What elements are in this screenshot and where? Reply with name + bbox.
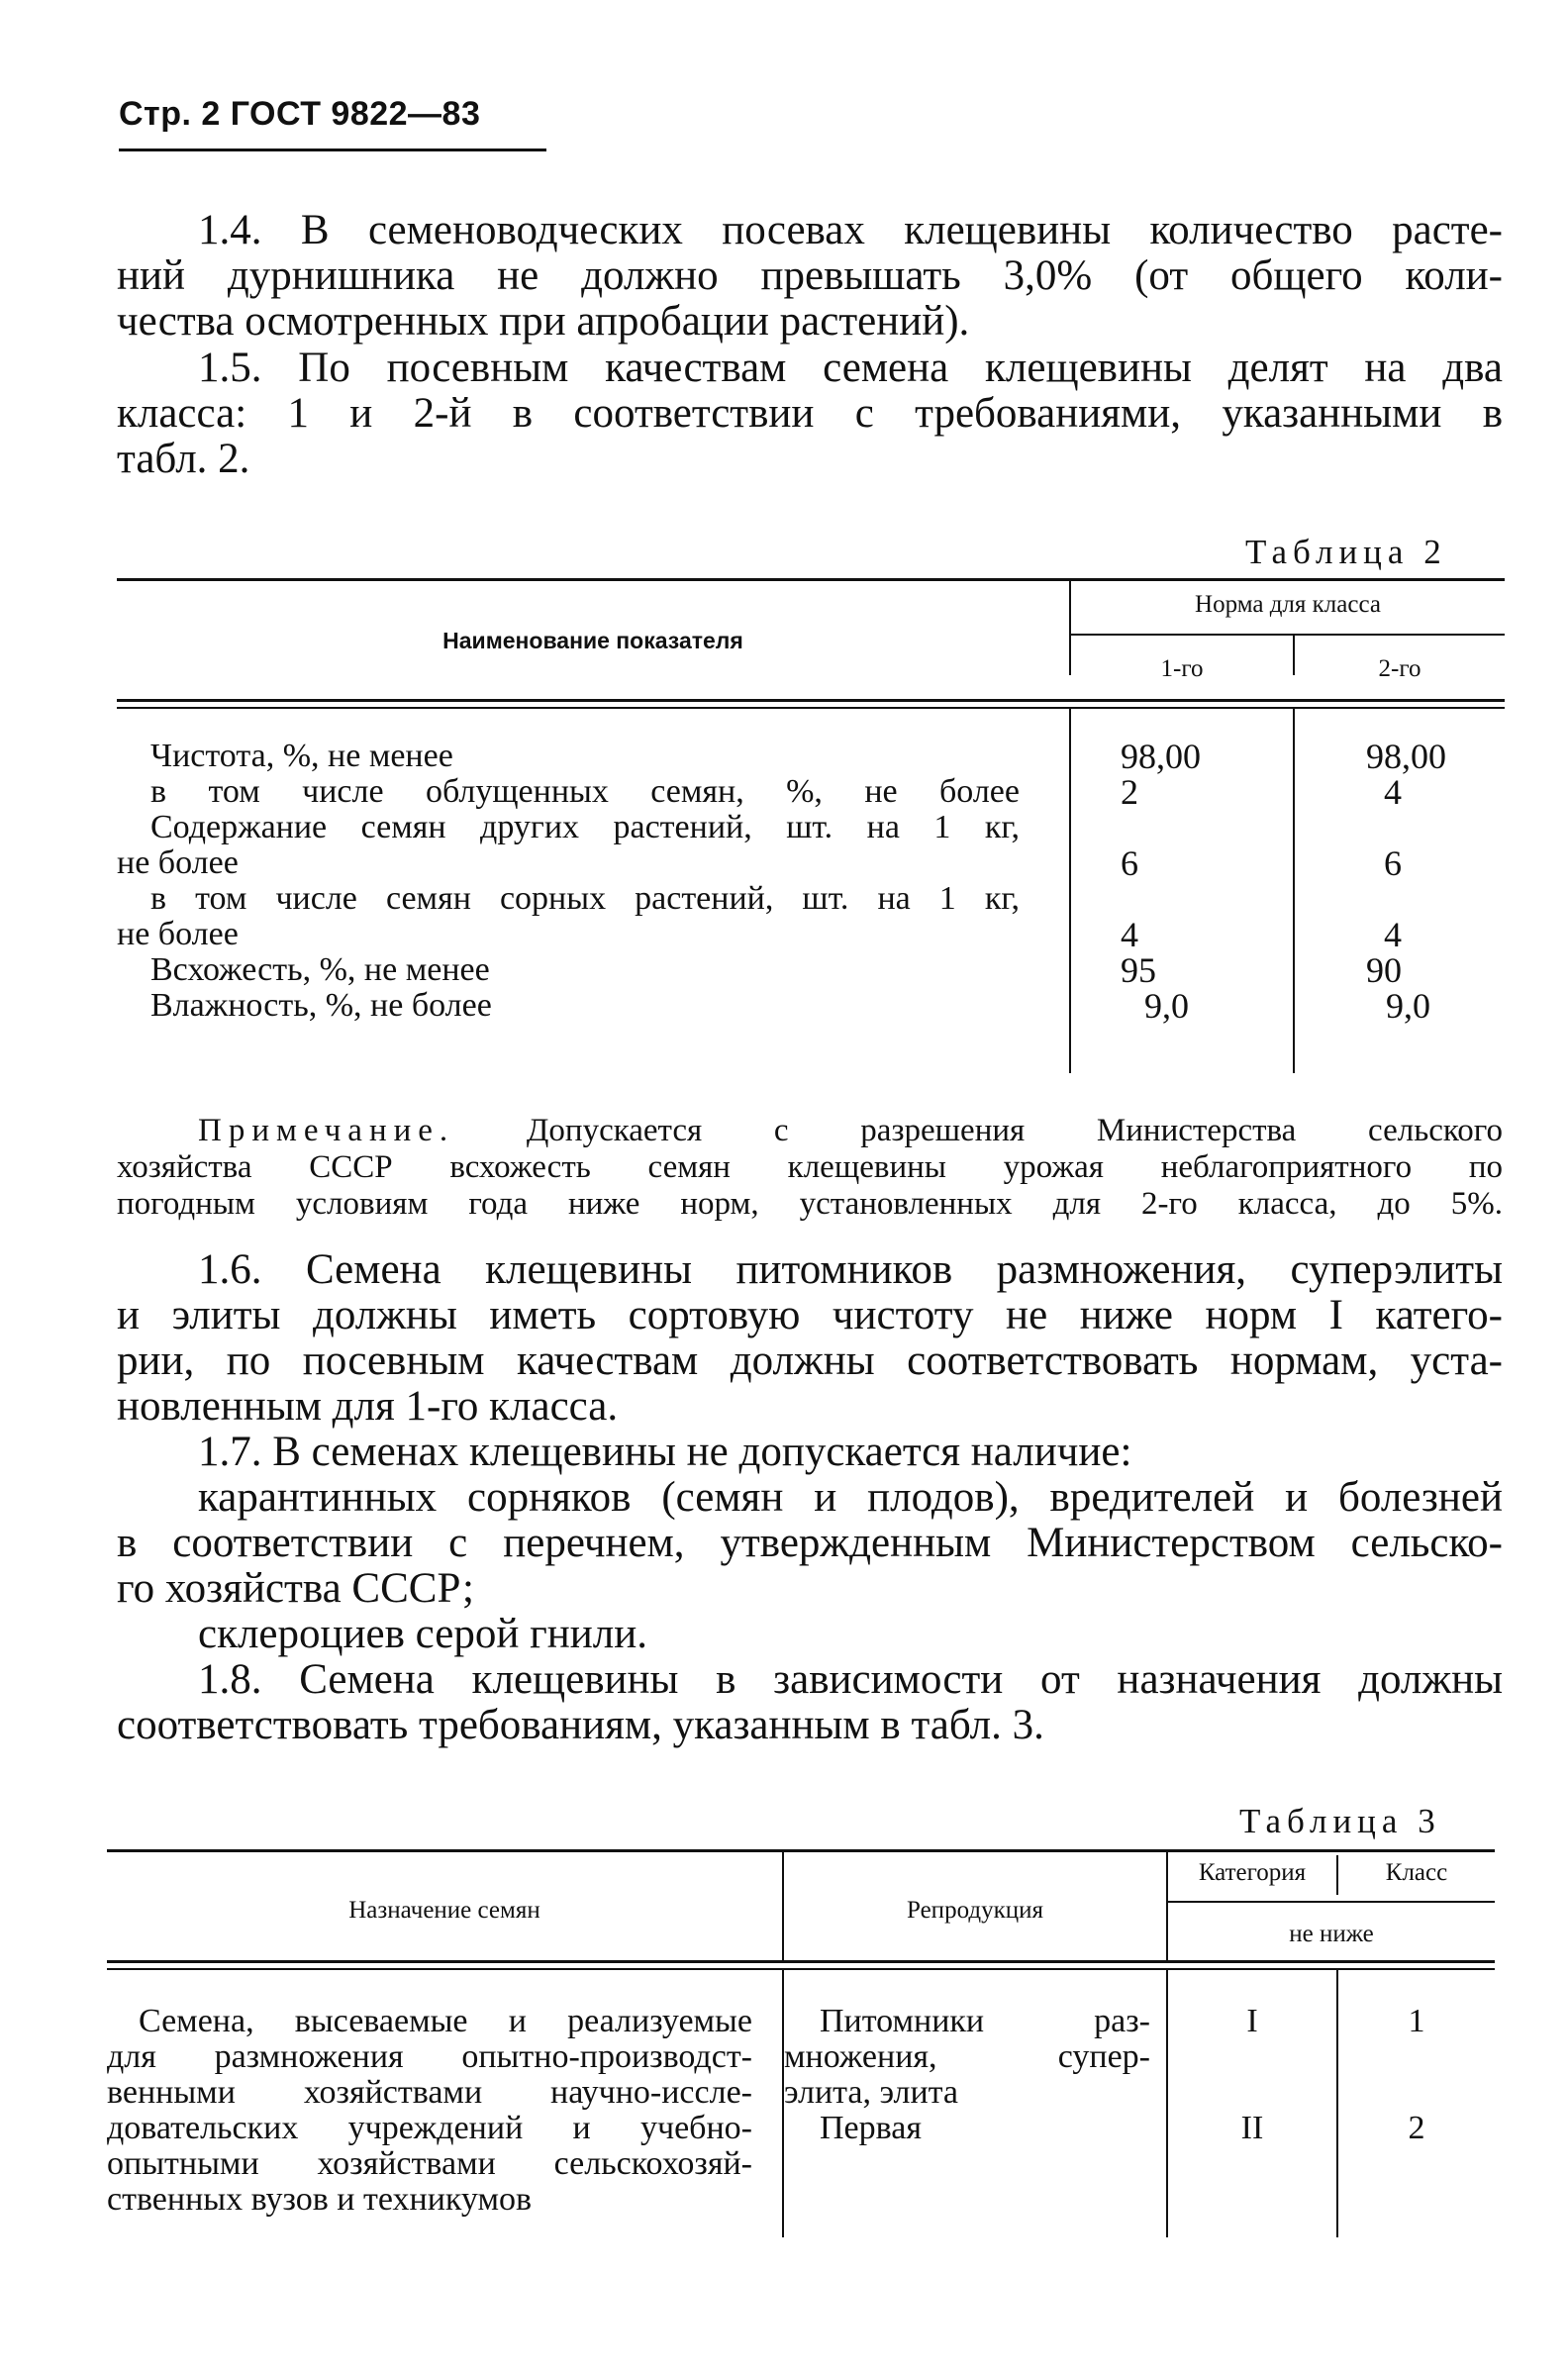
table3-purpose-line: венными хозяйствами научно-иссле-: [107, 2074, 752, 2111]
page-header: Стр. 2 ГОСТ 9822—83: [119, 95, 481, 133]
table2-header-rule: [117, 707, 1505, 709]
note-label: Примечание.: [198, 1113, 455, 1148]
table3-category-value: I: [1246, 2003, 1258, 2039]
table3-caption: Таблица 3: [1239, 1802, 1441, 1840]
table2-row-label: Чистота, %, не менее: [150, 738, 453, 774]
table3-class-value: 1: [1408, 2003, 1425, 2039]
table3-col-purpose: Назначение семян: [348, 1897, 540, 1924]
table2-vline: [1069, 709, 1071, 1073]
table2-value-class1: 95: [1121, 950, 1156, 990]
table2-value-class2: 90: [1366, 950, 1402, 990]
table3-class-value: 2: [1408, 2110, 1425, 2146]
table2-note: [117, 1113, 1503, 1223]
paragraph-1-7: [117, 1430, 1503, 1657]
table3-repro-line: Питомники раз-: [820, 2003, 1150, 2039]
table3-purpose-line: Семена, высеваемые и реализуемые: [139, 2003, 752, 2039]
table3-purpose-line: опытными хозяйствами сельскохозяй-: [107, 2145, 752, 2182]
text-line: класса: 1 и 2-й в соответствии с требованиями, указанными в: [117, 390, 1503, 437]
table2-row-label: не более: [117, 844, 239, 881]
table2-caption: Таблица 2: [1245, 533, 1447, 571]
table3-category-value: II: [1240, 2110, 1264, 2146]
table3-col-category: Категория: [1198, 1859, 1307, 1886]
table3-col-notlower: не ниже: [1289, 1921, 1374, 1947]
text-line: 1.5. По посевным качествам семена клещевины делят на два: [198, 345, 1503, 391]
header-rule: [119, 148, 546, 151]
text-line: карантинных сорняков (семян и плодов), вредителей и болезней: [198, 1474, 1503, 1521]
table2-vline: [1293, 709, 1295, 1073]
table2-row-label: в том числе семян сорных растений, шт. на 1 кг,: [150, 880, 1020, 917]
table3-col-class: Класс: [1385, 1859, 1448, 1886]
table3-purpose-line: довательских учреждений и учебно-: [107, 2110, 752, 2146]
table2-header-divider: [1071, 634, 1505, 636]
table2-row-label: в том числе облущенных семян, %, не более: [150, 773, 1020, 810]
text-line: в соответствии с перечнем, утвержденным Министерством сельско-: [117, 1520, 1503, 1566]
table2-value-class1: 6: [1121, 843, 1138, 883]
table2-header-rule: [117, 699, 1505, 702]
table2-row-label: не более: [117, 916, 239, 952]
text-line: и элиты должны иметь сортовую чистоту не ниже норм I катего-: [117, 1292, 1503, 1338]
text-line: го хозяйства СССР;: [117, 1565, 474, 1612]
text-line: 1.6. Семена клещевины питомников размножения, суперэлиты: [198, 1246, 1503, 1293]
text-line: табл. 2.: [117, 436, 250, 482]
table2-value-class1: 2: [1121, 772, 1138, 812]
table3-col-reproduction: Репродукция: [907, 1897, 1043, 1924]
note-text: Допускается с разрешения Министерства сельского: [526, 1113, 1503, 1148]
table2-value-class1: 9,0: [1144, 986, 1189, 1026]
table3-top-rule: [107, 1849, 1495, 1852]
table2-row-label: Содержание семян других растений, шт. на 1 кг,: [150, 809, 1020, 845]
text-line: новленным для 1-го класса.: [117, 1383, 619, 1430]
text-line: чества осмотренных при апробации растений).: [117, 298, 970, 345]
paragraph-1-6: [117, 1247, 1503, 1430]
text-line: 1.7. В семенах клещевины не допускается наличие:: [198, 1429, 1132, 1475]
table2-value-class2: 9,0: [1386, 986, 1430, 1026]
table2-value-class2: 4: [1384, 915, 1402, 954]
note-line: [117, 1113, 1503, 1149]
table2-top-rule: [117, 578, 1505, 581]
table2-row-label: Влажность, %, не более: [150, 987, 492, 1024]
table3-purpose-line: для размножения опытно-производст-: [107, 2038, 752, 2075]
table2-col-class2: 2-го: [1378, 655, 1421, 682]
table3-purpose-line: ственных вузов и техникумов: [107, 2181, 533, 2218]
paragraph-1-4: [117, 208, 1503, 345]
table2-row-label: Всхожесть, %, не менее: [150, 951, 490, 988]
table3-header-rule: [107, 1960, 1495, 1963]
note-line: хозяйства СССР всхожесть семян клещевины урожая неблагоприятного по: [117, 1149, 1503, 1185]
paragraph-1-5: [117, 346, 1503, 482]
text-line: рии, по посевным качествам должны соответствовать нормам, уста-: [117, 1337, 1503, 1384]
text-line: соответствовать требованиям, указанным в табл. 3.: [117, 1702, 1044, 1748]
table2-value-class1: 4: [1121, 915, 1138, 954]
text-line: склероциев серой гнили.: [198, 1611, 648, 1657]
table3-header-divider: [1168, 1901, 1495, 1903]
text-line: ний дурнишника не должно превышать 3,0% (от общего коли-: [117, 252, 1503, 299]
table3-repro-line: Первая: [820, 2110, 922, 2146]
text-line: 1.4. В семеноводческих посевах клещевины количество расте-: [198, 207, 1503, 253]
note-line: погодным условиям года ниже норм, установленных для 2-го класса, до 5%.: [117, 1186, 1503, 1222]
table2-col-norm: Норма для класса: [1195, 591, 1381, 618]
paragraph-1-8: [117, 1657, 1503, 1748]
text-line: 1.8. Семена клещевины в зависимости от назначения должны: [198, 1656, 1503, 1703]
table2-value-class2: 4: [1384, 772, 1402, 812]
table2-value-class2: 98,00: [1366, 737, 1446, 776]
table2-value-class1: 98,00: [1121, 737, 1201, 776]
table2-col-class1: 1-го: [1160, 655, 1204, 682]
table3-repro-line: множения, супер-: [784, 2038, 1150, 2075]
table3-repro-line: элита, элита: [784, 2074, 959, 2111]
table2-value-class2: 6: [1384, 843, 1402, 883]
table3-header-rule: [107, 1968, 1495, 1970]
table2-col-name: Наименование показателя: [442, 628, 743, 653]
